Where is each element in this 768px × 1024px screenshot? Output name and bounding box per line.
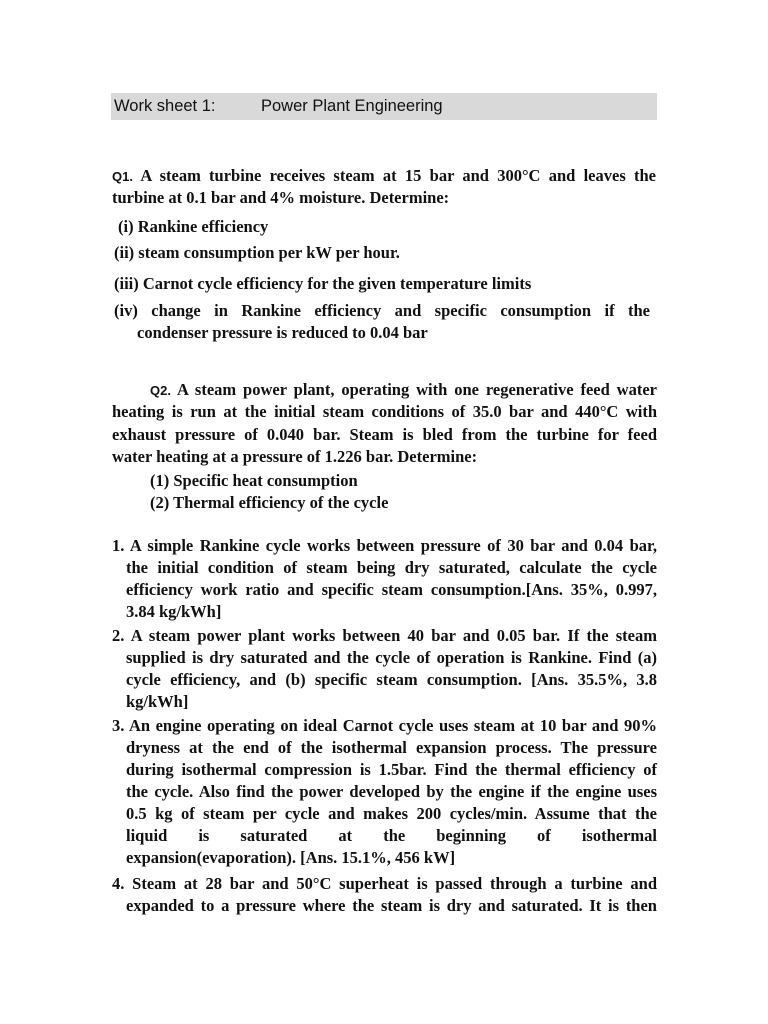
problem-2-line2: supplied is dry saturated and the cycle of operation is Rankine. Find (a) xyxy=(126,648,657,667)
q1-intro-line2: turbine at 0.1 bar and 4% moisture. Determine: xyxy=(112,188,450,207)
q2-line4: water heating at a pressure of 1.226 bar. Determine: xyxy=(112,447,478,466)
q1-item-i: (i) Rankine efficiency xyxy=(118,217,269,236)
problem-2-line4: kg/kWh] xyxy=(126,692,189,711)
problem-1-line3: efficiency work ratio and specific steam consumption.[Ans. 35%, 0.997, xyxy=(126,580,657,599)
q2-line2: heating is run at the initial steam conditions of 35.0 bar and 440°C with xyxy=(112,402,657,421)
q1-intro-text: A steam turbine receives steam at 15 bar and 300°C and leaves the xyxy=(132,166,656,185)
q1-label: Q1. xyxy=(112,169,133,184)
worksheet-subject: Power Plant Engineering xyxy=(261,97,443,115)
problem-3-line2: dryness at the end of the isothermal expansion process. The pressure xyxy=(126,738,657,757)
q2-label: Q2. xyxy=(150,383,171,398)
problem-4-line2: expanded to a pressure where the steam is dry and saturated. It is then xyxy=(126,896,657,915)
problem-2-line3: cycle efficiency, and (b) specific steam consumption. [Ans. 35.5%, 3.8 xyxy=(126,670,657,689)
q1-item-ii: (ii) steam consumption per kW per hour. xyxy=(114,243,400,262)
problem-3-line7: expansion(evaporation). [Ans. 15.1%, 456 kW] xyxy=(126,848,456,867)
q2-line3: exhaust pressure of 0.040 bar. Steam is bled from the turbine for feed xyxy=(112,425,657,444)
problem-4-line1: 4. Steam at 28 bar and 50°C superheat is passed through a turbine and xyxy=(112,874,657,893)
problem-3-line3: during isothermal compression is 1.5bar. Find the thermal efficiency of xyxy=(126,760,657,779)
q1-intro-line1 xyxy=(112,165,656,188)
problem-3-line5: 0.5 kg of steam per cycle and makes 200 cycles/min. Assume that the xyxy=(126,804,657,823)
worksheet-header xyxy=(111,93,657,120)
problem-1-line4: 3.84 kg/kWh] xyxy=(126,602,222,621)
problem-2-line1: 2. A steam power plant works between 40 bar and 0.05 bar. If the steam xyxy=(112,626,657,645)
problem-3-line4: the cycle. Also find the power developed by the engine if the engine uses xyxy=(126,782,657,801)
q2-text: A steam power plant, operating with one regenerative feed water xyxy=(170,380,657,399)
problem-3-line1: 3. An engine operating on ideal Carnot cycle uses steam at 10 bar and 90% xyxy=(112,716,657,735)
problem-3-line6: liquid is saturated at the beginning of isothermal xyxy=(126,826,657,845)
problem-1-line2: the initial condition of steam being dry saturated, calculate the cycle xyxy=(126,558,657,577)
q2-item-2: (2) Thermal efficiency of the cycle xyxy=(150,493,389,512)
q1-item-iv-cont: condenser pressure is reduced to 0.04 bar xyxy=(137,323,428,342)
worksheet-number: Work sheet 1: xyxy=(114,97,216,115)
q1-item-iv: (iv) change in Rankine efficiency and specific consumption if the xyxy=(114,301,650,320)
q2-line1 xyxy=(150,379,657,402)
problem-1-line1: 1. A simple Rankine cycle works between pressure of 30 bar and 0.04 bar, xyxy=(112,536,657,555)
q1-item-iii: (iii) Carnot cycle efficiency for the given temperature limits xyxy=(114,274,532,293)
q2-item-1: (1) Specific heat consumption xyxy=(150,471,358,490)
